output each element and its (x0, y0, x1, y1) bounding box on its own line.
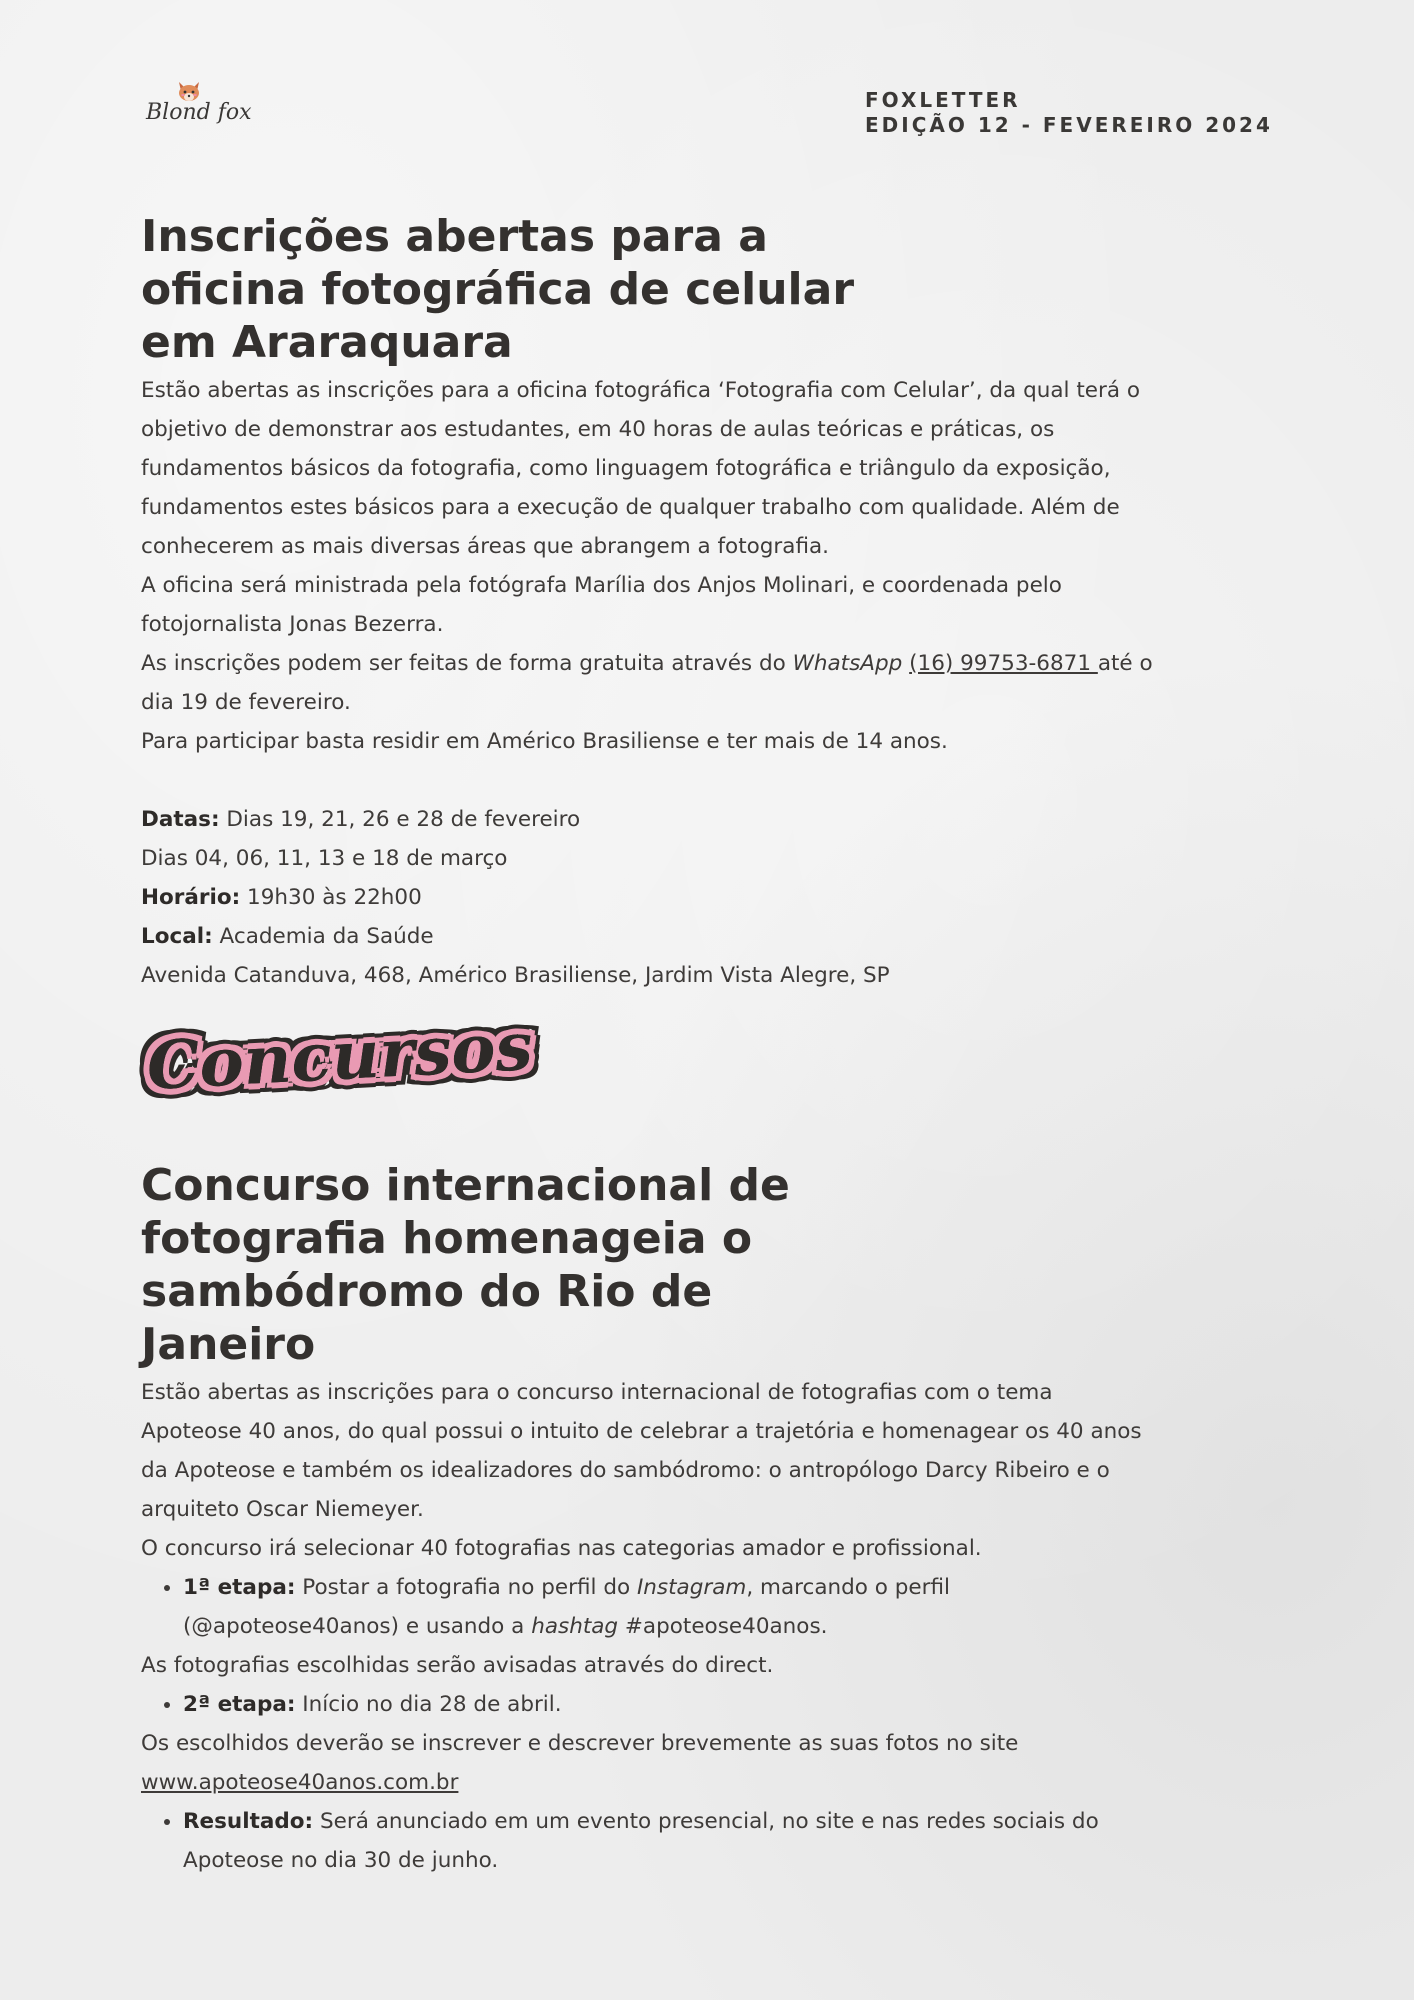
step1-label: 1ª etapa: (183, 1575, 296, 1600)
list-item-result (183, 1802, 1271, 1880)
main-content (141, 210, 1271, 1880)
body-line: Apoteose 40 anos, do qual possui o intuito de celebrar a trajetória e homenagear os 40 anos (141, 1419, 1142, 1444)
article2-title (141, 1159, 841, 1371)
edition-label: EDIÇÃO 12 - FEVEREIRO 2024 (865, 113, 1273, 137)
article1-intro (141, 371, 1271, 995)
article1-title-line: oficina fotográfica de celular (141, 264, 855, 315)
time-value: 19h30 às 22h00 (240, 885, 422, 910)
section-badge-text: Concursos (144, 1006, 535, 1105)
body-line: Para participar basta residir em Américo Brasiliense e ter mais de 14 anos. (141, 729, 948, 754)
article2-body (141, 1373, 1271, 1880)
result-label: Resultado: (183, 1809, 314, 1834)
step2-label: 2ª etapa: (183, 1692, 296, 1717)
logo-wordmark: Blond fox (146, 100, 252, 125)
body-line: As fotografias escolhidas serão avisadas através do direct. (141, 1653, 774, 1678)
body-line: Estão abertas as inscrições para o concurso internacional de fotografias com o tema (141, 1380, 1053, 1405)
body-text: Apoteose no dia 30 de junho. (183, 1848, 499, 1873)
hashtag-label: hashtag (531, 1614, 619, 1639)
article1-title (141, 210, 901, 369)
body-line: objetivo de demonstrar aos estudantes, em 40 horas de aulas teóricas e práticas, os (141, 417, 1055, 442)
blond-fox-logo (146, 80, 252, 136)
body-text: As inscrições podem ser feitas de forma gratuita através do (141, 651, 793, 676)
body-line: conhecerem as mais diversas áreas que abrangem a fotografia. (141, 534, 829, 559)
body-text: (@apoteose40anos) e usando a (183, 1614, 532, 1639)
body-text: até o (1097, 651, 1153, 676)
instagram-label: Instagram (636, 1575, 747, 1600)
newsletter-name: FOXLETTER (865, 88, 1021, 112)
dates-value: Dias 19, 21, 26 e 28 de fevereiro (219, 807, 581, 832)
whatsapp-label: WhatsApp (792, 651, 903, 676)
article2-title-line: sambódromo do Rio de (141, 1266, 713, 1317)
dates-line (141, 800, 1271, 839)
newsletter-masthead (865, 88, 1273, 138)
body-line: fotojornalista Jonas Bezerra. (141, 612, 444, 637)
registration-line (141, 644, 1271, 683)
dates-line-2: Dias 04, 06, 11, 13 e 18 de março (141, 846, 508, 871)
body-line: dia 19 de fevereiro. (141, 690, 351, 715)
body-text: #apoteose40anos. (618, 1614, 828, 1639)
article1-title-line: Inscrições abertas para a (141, 211, 768, 262)
body-line: O concurso irá selecionar 40 fotografias nas categorias amador e profissional. (141, 1536, 982, 1561)
steps-list (141, 1802, 1271, 1880)
site-line (141, 1763, 1271, 1802)
body-line: Os escolhidos deverão se inscrever e descrever brevemente as suas fotos no site (141, 1731, 1019, 1756)
place-line (141, 917, 1271, 956)
time-line (141, 878, 1271, 917)
body-text: Será anunciado em um evento presencial, no site e nas redes sociais do (313, 1809, 1099, 1834)
place-value: Academia da Saúde (212, 924, 434, 949)
body-text: , marcando o perfil (746, 1575, 950, 1600)
article2-title-line: Concurso internacional de (141, 1160, 790, 1211)
list-item-step2 (183, 1685, 1271, 1724)
body-text: Início no dia 28 de abril. (295, 1692, 562, 1717)
body-line: da Apoteose e também os idealizadores do sambódromo: o antropólogo Darcy Ribeiro e o (141, 1458, 1110, 1483)
steps-list (141, 1685, 1271, 1724)
body-line: fundamentos básicos da fotografia, como linguagem fotográfica e triângulo da exposição, (141, 456, 1111, 481)
apoteose-site-link[interactable]: www.apoteose40anos.com.br (141, 1770, 459, 1795)
body-line: arquiteto Oscar Niemeyer. (141, 1497, 424, 1522)
steps-list (141, 1568, 1271, 1646)
body-line: Estão abertas as inscrições para a oficina fotográfica ‘Fotografia com Celular’, da qual terá o (141, 378, 1140, 403)
article2-title-line: Janeiro (141, 1319, 316, 1370)
body-line: fundamentos estes básicos para a execução de qualquer trabalho com qualidade. Além de (141, 495, 1120, 520)
article2-title-line: fotografia homenageia o (141, 1213, 753, 1264)
body-line: A oficina será ministrada pela fotógrafa Marília dos Anjos Molinari, e coordenada pelo (141, 573, 1062, 598)
place-label: Local: (141, 924, 213, 949)
body-text: Postar a fotografia no perfil do (295, 1575, 637, 1600)
whatsapp-phone-link[interactable]: (16) 99753-6871 (909, 651, 1098, 676)
dates-label: Datas: (141, 807, 220, 832)
concursos-section-badge (141, 1006, 535, 1139)
list-item-step1 (183, 1568, 1271, 1646)
address-line: Avenida Catanduva, 468, Américo Brasiliense, Jardim Vista Alegre, SP (141, 963, 890, 988)
time-label: Horário: (141, 885, 241, 910)
article1-title-line: em Araraquara (141, 317, 513, 368)
